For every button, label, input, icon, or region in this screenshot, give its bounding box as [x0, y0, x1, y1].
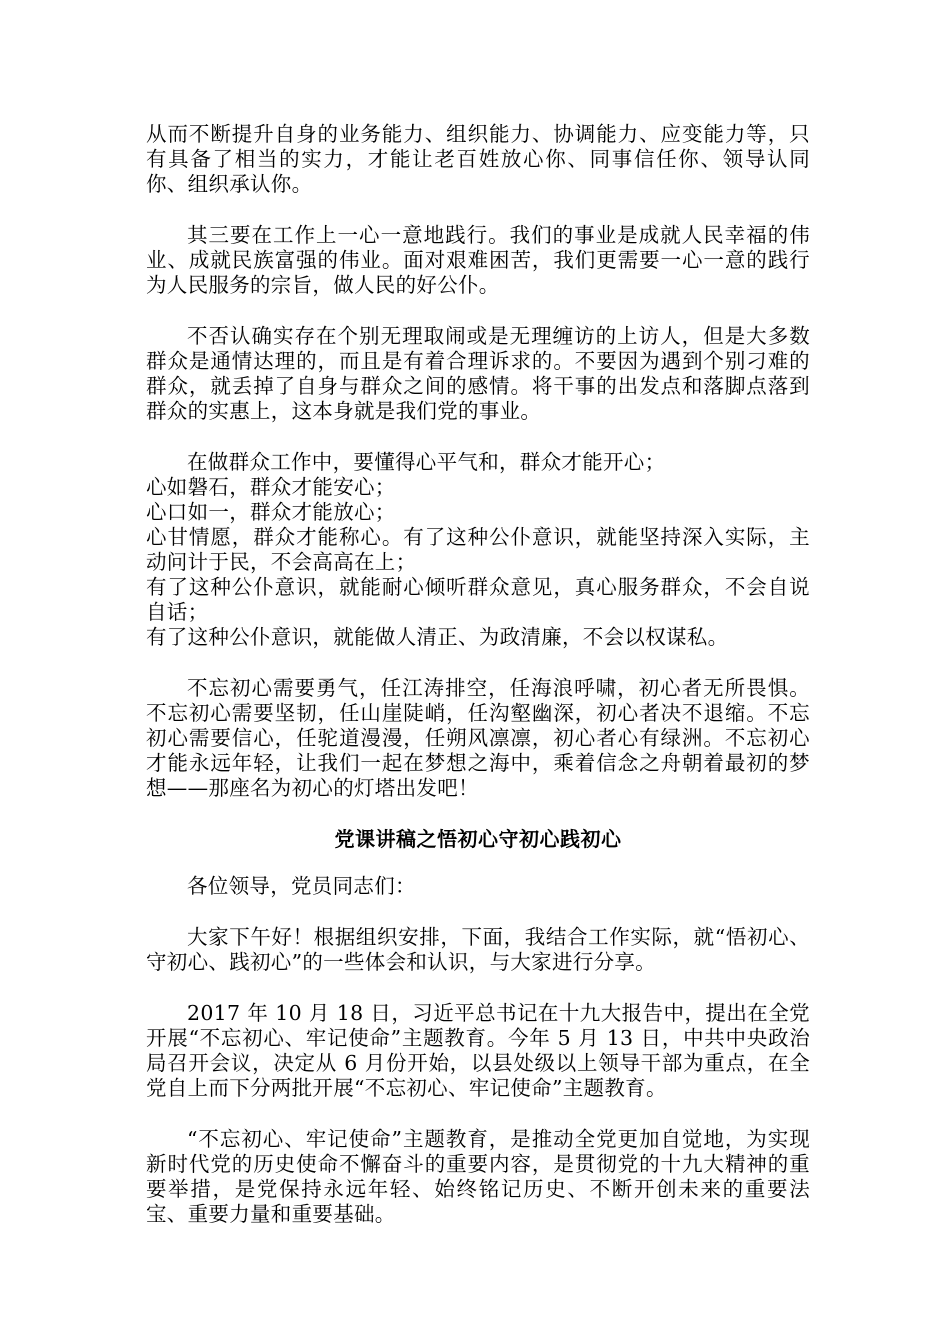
paragraph: 不忘初心需要勇气，任江涛排空，任海浪呼啸，初心者无所畏惧。不忘初心需要坚韧，任山崖陡峭，任沟壑幽深，初心者决不退缩。不忘初心需要信心，任驼道漫漫，任朔风凛凛，初心者心有绿洲。不忘初心才能永远年轻，让我们一起在梦想之海中，乘着信念之舟朝着最初的梦想——那座名为初心的灯塔出发吧！	[146, 676, 810, 800]
paragraph: 大家下午好！根据组织安排，下面，我结合工作实际，就“悟初心、守初心、践初心”的一些体会和认识，与大家进行分享。	[146, 925, 810, 974]
block-line: 心口如一，群众才能放心；	[146, 500, 396, 524]
block-line: 在做群众工作中，要懂得心平气和，群众才能开心；	[187, 450, 666, 474]
paragraph-continuation: 从而不断提升自身的业务能力、组织能力、协调能力、应变能力等，只有具备了相当的实力，才能让老百姓放心你、同事信任你、领导认同你、组织承认你。	[146, 122, 810, 196]
document-body	[146, 122, 810, 1253]
paragraph: “不忘初心、牢记使命”主题教育，是推动全党更加自觉地，为实现新时代党的历史使命不懈奋斗的重要内容，是贯彻党的十九大精神的重要举措，是党保持永远年轻、始终铭记历史、不断开创未来的重要法宝、重要力量和重要基础。	[146, 1127, 810, 1226]
block-line: 心如磐石，群众才能安心；	[146, 475, 396, 499]
block-line: 有了这种公仆意识，就能耐心倾听群众意见，真心服务群众，不会自说自话；	[146, 575, 810, 624]
paragraph: 其三要在工作上一心一意地践行。我们的事业是成就人民幸福的伟业、成就民族富强的伟业。面对艰难困苦，我们更需要一心一意的践行为人民服务的宗旨，做人民的好公仆。	[146, 223, 810, 297]
salutation: 各位领导，党员同志们：	[187, 874, 416, 898]
line-block	[146, 450, 810, 650]
block-line: 心甘情愿，群众才能称心。有了这种公仆意识，就能坚持深入实际，主动问计于民，不会高高在上；	[146, 525, 810, 574]
section-heading: 党课讲稿之悟初心守初心践初心	[334, 827, 622, 851]
paragraph: 不否认确实存在个别无理取闹或是无理缠访的上访人，但是大多数群众是通情达理的，而且是有着合理诉求的。不要因为遇到个别刁难的群众，就丢掉了自身与群众之间的感情。将干事的出发点和落脚点落到群众的实惠上，这本身就是我们党的事业。	[146, 324, 810, 423]
block-line: 有了这种公仆意识，就能做人清正、为政清廉，不会以权谋私。	[146, 625, 729, 649]
paragraph: 2017 年 10 月 18 日，习近平总书记在十九大报告中，提出在全党开展“不忘初心、牢记使命”主题教育。今年 5 月 13 日，中共中央政治局召开会议，决定从 6 月份开始，以县处级以上领导干部为重点，在全党自上而下分两批开展“不忘初心、牢记使命”主题教育。	[146, 1001, 810, 1100]
